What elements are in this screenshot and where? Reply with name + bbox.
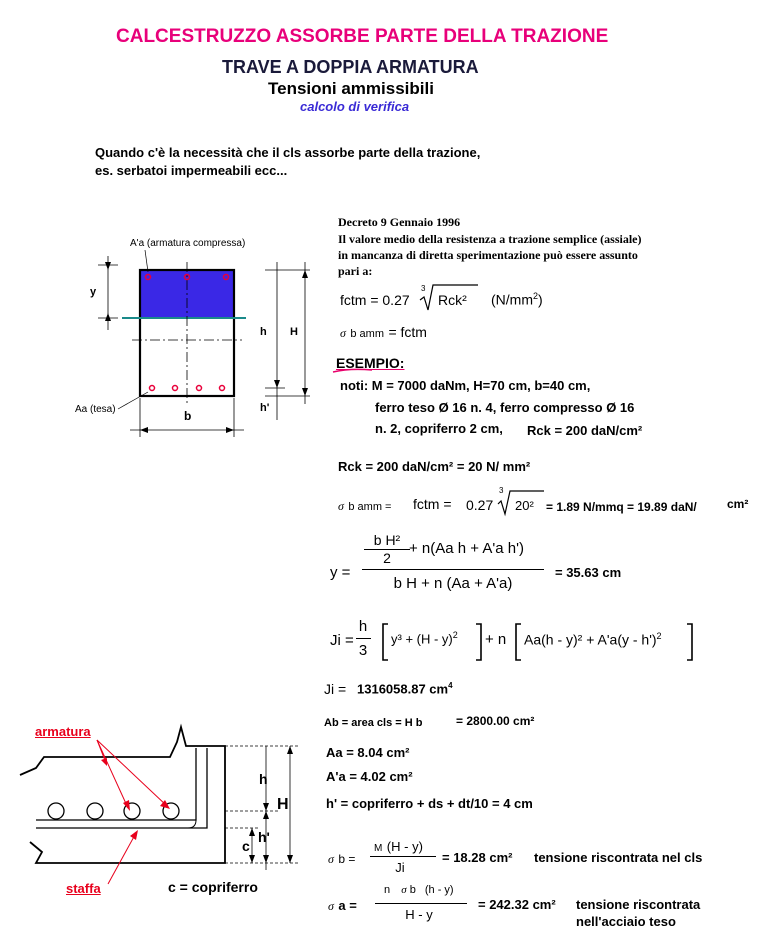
detail-label-c: c (242, 838, 250, 854)
ji-bracket2-text: Aa(h - y)² + A'a(y - h') (524, 631, 657, 648)
y-num-rest: + n(Aa h + A'a h') (409, 540, 524, 557)
fctm-radicand: Rck² (438, 292, 467, 308)
ji-bracket1-text: y³ + (H - y) (391, 631, 453, 647)
label-h: h (260, 326, 267, 338)
sigma-amm-fctm: fctm = (413, 496, 452, 512)
esempio-title: ESEMPIO: (336, 355, 405, 371)
fctm-unit-close: ) (538, 291, 543, 308)
esempio-line-3b: Rck = 200 daN/cm² (527, 423, 643, 438)
sigma-amm-root-index: 3 (499, 486, 504, 495)
sigma-a-num-b: b (409, 884, 416, 896)
sigma-symbol: σ (338, 499, 344, 513)
ji-result-number: 1316058.87 cm (357, 681, 449, 697)
page-title: CALCESTRUZZO ASSORBE PARTE DELLA TRAZIONE (116, 26, 609, 47)
label-h-prime: h' (260, 402, 270, 414)
label-copriferro: c = copriferro (168, 879, 258, 895)
subtitle-verifica: calcolo di verifica (300, 99, 410, 114)
ji-plus-n: + n (485, 631, 507, 648)
fctm-lhs: fctm = 0.27 (340, 292, 410, 308)
aa-line: Aa = 8.04 cm² (326, 745, 410, 760)
hp-line: h' = copriferro + ds + dt/10 = 4 cm (326, 796, 533, 811)
intro-line-2: es. serbatoi impermeabili ecc... (95, 163, 288, 178)
subtitle-tensioni: Tensioni ammissibili (268, 79, 434, 98)
fctm-unit-open: (N/mm (491, 291, 533, 308)
label-H: H (290, 326, 298, 338)
sigma-b-label: b = (338, 852, 356, 866)
ji-bracket1-exp: 2 (452, 630, 458, 640)
sigma-a-result: = 242.32 cm² (478, 897, 556, 912)
sigma-amm-result: = 1.89 N/mmq = 19.89 daN/ (546, 500, 697, 514)
decree-line-1: Decreto 9 Gennaio 1996 (338, 215, 461, 229)
ji-frac-num: h (358, 618, 368, 635)
ab-value: = 2800.00 cm² (456, 714, 535, 728)
apa-line: A'a = 4.02 cm² (326, 769, 413, 784)
sigma-a-label: a = (338, 898, 357, 913)
detail-label-H: H (277, 796, 289, 813)
fctm-root-index: 3 (421, 284, 426, 293)
sigma-a-desc-1: tensione riscontrata (576, 897, 701, 912)
sigma-b-desc: tensione riscontrata nel cls (534, 850, 703, 865)
sigma-amm-unit: cm² (727, 497, 749, 511)
decree-line-3: in mancanza di diretta sperimentazione può essere assunto (338, 248, 638, 262)
ji-frac-den: 3 (358, 642, 368, 659)
sigma-symbol: σ (340, 326, 346, 340)
sigma-symbol: σ (328, 852, 334, 866)
y-result: = 35.63 cm (555, 565, 622, 580)
sigma-rhs: = fctm (388, 324, 427, 340)
y-den: b H + n (Aa + A'a) (393, 575, 513, 592)
label-b: b (184, 409, 192, 423)
ji-result-lhs: Ji = (324, 681, 347, 697)
sigma-b-result: = 18.28 cm² (442, 850, 513, 865)
esempio-line-1: noti: M = 7000 daNm, H=70 cm, b=40 cm, (340, 378, 591, 393)
label-y: y (90, 286, 97, 298)
rck-conversion: Rck = 200 daN/cm² = 20 N/ mm² (338, 459, 531, 474)
sigma-amm-radicand: 20² (515, 498, 534, 513)
label-staffa: staffa (66, 881, 101, 896)
sigma-a-num-rest: (h - y) (424, 884, 454, 896)
detail-label-h-prime: h' (258, 829, 270, 845)
sigma-amm-coef: 0.27 (466, 497, 494, 513)
ab-label: Ab = area cls = H b (324, 717, 423, 729)
sigma-a-num-n: n (384, 884, 391, 896)
sigma-b-num-m: M (374, 843, 383, 854)
intro-line-1: Quando c'è la necessità che il cls assorbe parte della trazione, (95, 145, 481, 160)
sigma-b-den: Ji (395, 860, 405, 875)
esempio-line-2: ferro teso Ø 16 n. 4, ferro compresso Ø 16 (375, 400, 635, 415)
y-lhs: y = (330, 564, 351, 581)
fctm-unit-exp: 2 (533, 291, 539, 301)
label-armatura-compressa: A'a (armatura compressa) (130, 238, 246, 249)
ji-result-exp: 4 (448, 681, 453, 690)
sigma-symbol: σ (401, 884, 407, 896)
label-armatura-tesa: Aa (tesa) (75, 404, 116, 415)
detail-label-h: h (259, 771, 268, 787)
label-armatura: armatura (35, 724, 91, 739)
decree-line-2: Il valore medio della resistenza a trazione semplice (assiale) (338, 232, 642, 246)
decree-line-4: pari a: (338, 264, 373, 278)
ji-bracket2-exp: 2 (656, 631, 662, 641)
sigma-a-desc-2: nell'acciaio teso (576, 914, 676, 929)
sigma-a-den: H - y (405, 907, 433, 922)
esempio-line-3: n. 2, copriferro 2 cm, (375, 421, 503, 436)
sigma-label: b amm (350, 328, 384, 340)
y-num-frac-den: 2 (383, 550, 391, 566)
subtitle: TRAVE A DOPPIA ARMATURA (222, 57, 479, 77)
y-num-frac-num: b H² (373, 532, 401, 548)
sigma-b-num-rest: (H - y) (386, 839, 423, 854)
ji-lhs: Ji = (330, 632, 354, 649)
sigma-amm-label: b amm = (348, 501, 392, 513)
sigma-symbol: σ (328, 899, 334, 913)
